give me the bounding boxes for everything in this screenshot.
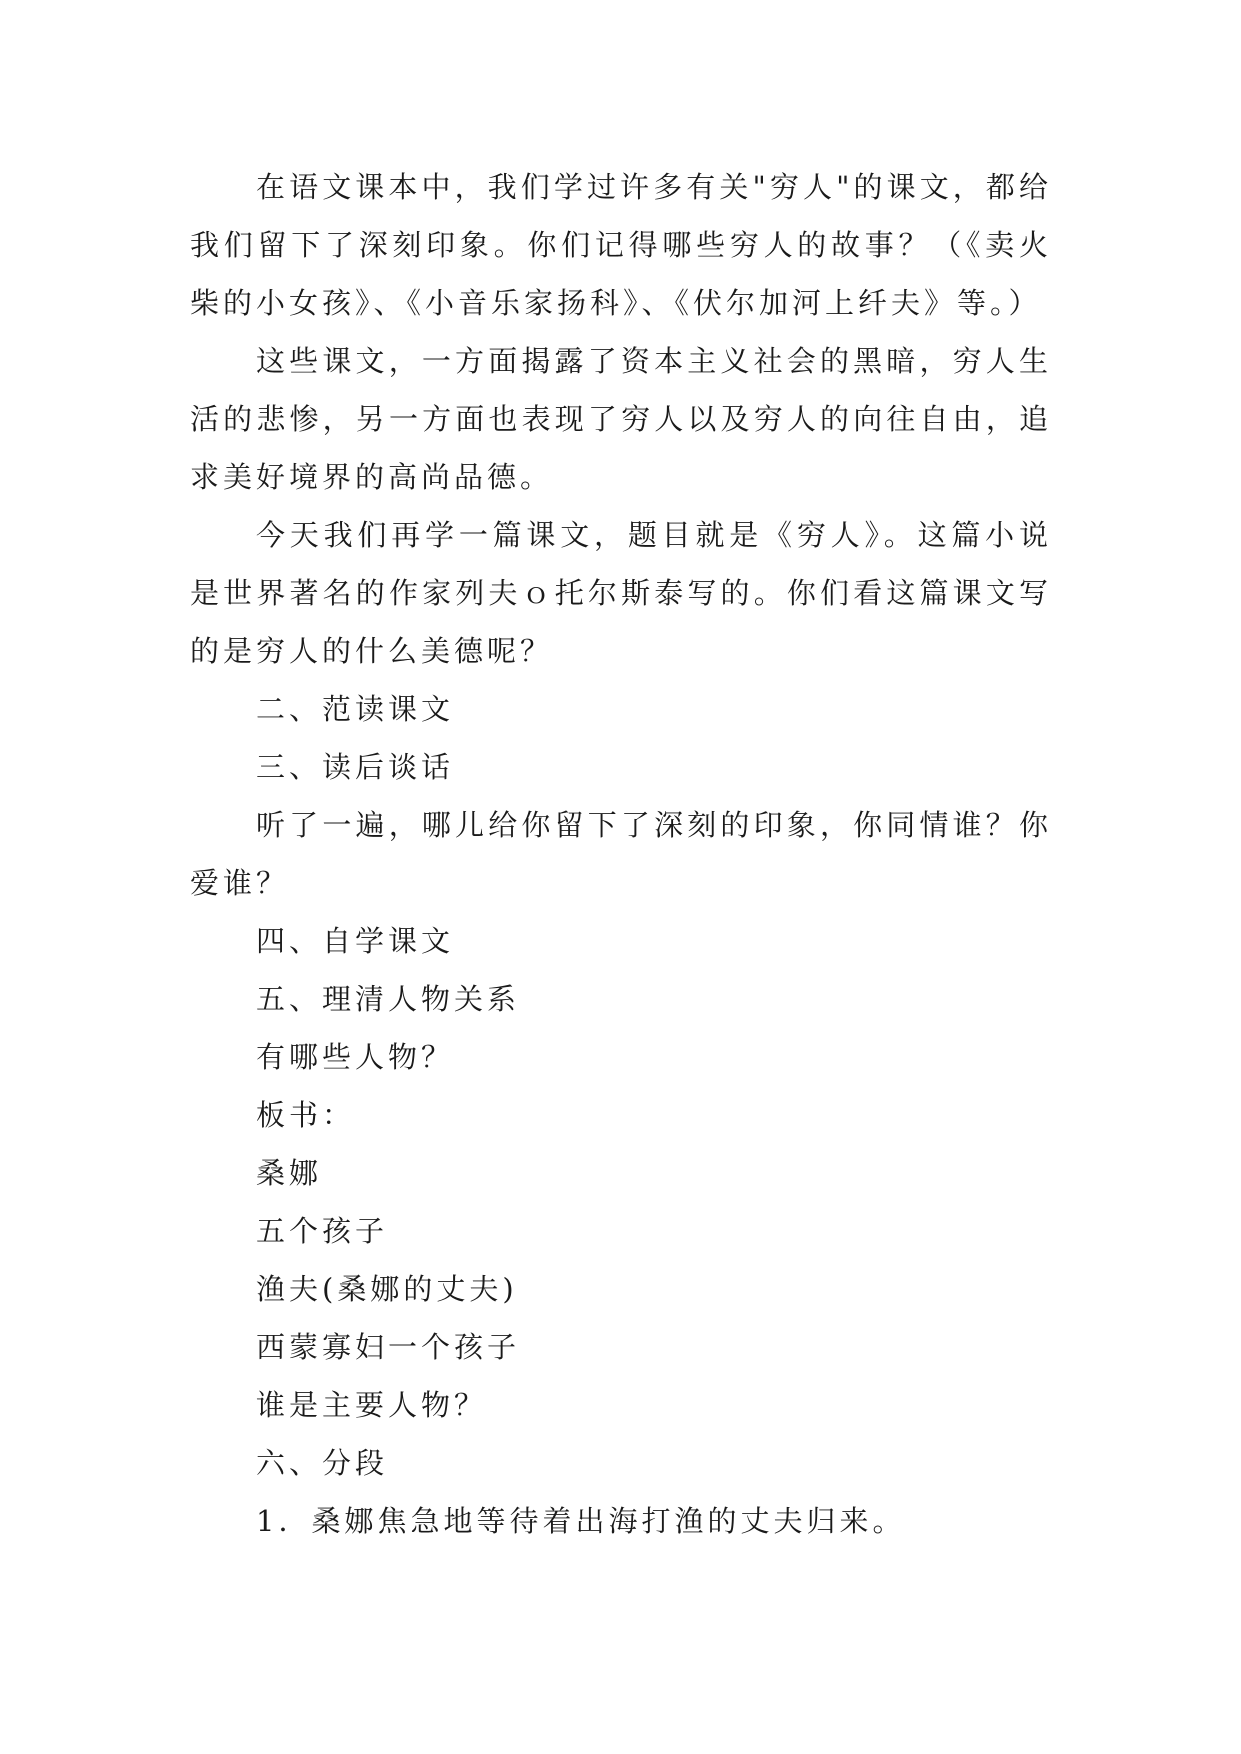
board-label: 板书： xyxy=(256,1098,356,1132)
document-body xyxy=(190,158,1052,1550)
characters-question: 有哪些人物？ xyxy=(256,1040,455,1074)
section-heading-5: 五、理清人物关系 xyxy=(256,982,521,1016)
section-heading-4: 四、自学课文 xyxy=(256,924,455,958)
section-heading-6: 六、分段 xyxy=(256,1446,389,1480)
lesson-intro-paragraph: 今天我们再学一篇课文，题目就是《穷人》。这篇小说是世界著名的作家列夫ｏ托尔斯泰写的。你们看这篇课文写的是穷人的什么美德呢？ xyxy=(190,518,1052,668)
board-item: 桑娜 xyxy=(256,1156,323,1190)
context-paragraph: 这些课文，一方面揭露了资本主义社会的黑暗，穷人生活的悲惨，另一方面也表现了穷人以及穷人的向往自由，追求美好境界的高尚品德。 xyxy=(190,344,1052,494)
board-item: 西蒙寡妇一个孩子 xyxy=(256,1330,521,1364)
section-heading-2: 二、范读课文 xyxy=(256,692,455,726)
main-character-question: 谁是主要人物？ xyxy=(256,1388,488,1422)
discussion-paragraph: 听了一遍，哪儿给你留下了深刻的印象，你同情谁？你爱谁？ xyxy=(190,808,1052,900)
board-item: 渔夫(桑娜的丈夫) xyxy=(256,1272,518,1306)
intro-paragraph: 在语文课本中，我们学过许多有关"穷人"的课文，都给我们留下了深刻印象。你们记得哪些穷人的故事？（《卖火柴的小女孩》、《小音乐家扬科》、《伏尔加河上纤夫》等。） xyxy=(190,170,1052,320)
segment-item: 1．桑娜焦急地等待着出海打渔的丈夫归来。 xyxy=(256,1504,906,1538)
board-item: 五个孩子 xyxy=(256,1214,389,1248)
section-heading-3: 三、读后谈话 xyxy=(256,750,455,784)
